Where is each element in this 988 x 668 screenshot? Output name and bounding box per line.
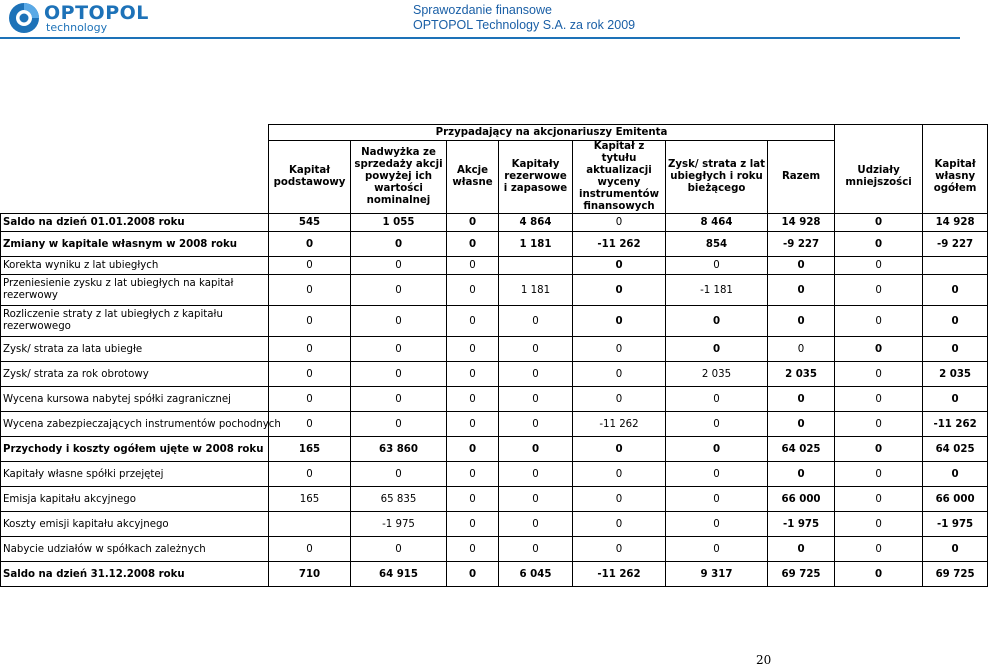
row-label: Saldo na dzień 01.01.2008 roku: [1, 214, 269, 232]
col-header-reserve-capital: Kapitały rezerwowe i zapasowe: [499, 141, 573, 214]
cell: 0: [923, 537, 988, 562]
table-row: [1, 362, 988, 387]
cell: 0: [499, 487, 573, 512]
cell: 8 464: [666, 214, 768, 232]
cell: 0: [573, 387, 666, 412]
cell: 0: [447, 487, 499, 512]
cell: 0: [499, 306, 573, 337]
cell: 0: [499, 362, 573, 387]
row-label: Przychody i koszty ogółem ujęte w 2008 roku: [1, 437, 269, 462]
cell: 0: [269, 462, 351, 487]
cell: 0: [447, 562, 499, 587]
row-label: Koszty emisji kapitału akcyjnego: [1, 512, 269, 537]
cell: 0: [835, 214, 923, 232]
cell: 0: [835, 232, 923, 257]
cell: 0: [923, 387, 988, 412]
table-row: [1, 257, 988, 275]
cell: -11 262: [923, 412, 988, 437]
document-title: Sprawozdanie finansowe: [413, 3, 552, 17]
cell: 0: [835, 462, 923, 487]
cell: 0: [573, 214, 666, 232]
cell: 0: [835, 306, 923, 337]
row-label: Wycena kursowa nabytej spółki zagranicznej: [1, 387, 269, 412]
cell: 0: [835, 337, 923, 362]
cell: 0: [768, 337, 835, 362]
cell: 0: [447, 537, 499, 562]
cell: 0: [573, 337, 666, 362]
cell: 69 725: [923, 562, 988, 587]
cell: -9 227: [768, 232, 835, 257]
cell: 9 317: [666, 562, 768, 587]
equity-changes-table: [0, 124, 988, 587]
row-label: Kapitały własne spółki przejętej: [1, 462, 269, 487]
document-subtitle: OPTOPOL Technology S.A. za rok 2009: [413, 18, 636, 32]
col-header-total-equity: Kapitał własny ogółem: [923, 141, 988, 214]
cell: 165: [269, 487, 351, 512]
cell: 14 928: [768, 214, 835, 232]
row-label: Emisja kapitału akcyjnego: [1, 487, 269, 512]
cell: 0: [447, 437, 499, 462]
cell: 0: [269, 257, 351, 275]
table-row: [1, 537, 988, 562]
cell: 0: [351, 275, 447, 306]
cell: 0: [573, 275, 666, 306]
cell: 0: [351, 257, 447, 275]
logo-subtitle: technology: [46, 21, 108, 34]
cell: 0: [447, 214, 499, 232]
table-row: [1, 306, 988, 337]
cell: 1 181: [499, 232, 573, 257]
cell: 0: [768, 257, 835, 275]
cell: 0: [835, 537, 923, 562]
cell: 0: [923, 275, 988, 306]
cell: [923, 257, 988, 275]
row-label: Korekta wyniku z lat ubiegłych: [1, 257, 269, 275]
table-row: [1, 412, 988, 437]
cell: 0: [835, 362, 923, 387]
cell: 0: [573, 537, 666, 562]
table-row: [1, 462, 988, 487]
cell: -11 262: [573, 232, 666, 257]
cell: 0: [768, 387, 835, 412]
col-header-treasury-shares: Akcje własne: [447, 141, 499, 214]
cell: 0: [269, 337, 351, 362]
col-header-total: Razem: [768, 141, 835, 214]
cell: 0: [447, 387, 499, 412]
cell: 6 045: [499, 562, 573, 587]
cell: 0: [351, 387, 447, 412]
cell: 165: [269, 437, 351, 462]
cell: 0: [447, 462, 499, 487]
cell: [269, 512, 351, 537]
row-label: Zysk/ strata za rok obrotowy: [1, 362, 269, 387]
row-label: Rozliczenie straty z lat ubiegłych z kapitału rezerwowego: [1, 306, 269, 337]
cell: -1 975: [923, 512, 988, 537]
cell: 0: [351, 232, 447, 257]
row-label: Zysk/ strata za lata ubiegłe: [1, 337, 269, 362]
cell: 0: [666, 306, 768, 337]
cell: 0: [351, 362, 447, 387]
cell: 66 000: [923, 487, 988, 512]
cell: 0: [923, 462, 988, 487]
cell: 0: [269, 412, 351, 437]
logo-name: OPTOPOL: [44, 2, 149, 24]
cell: 0: [768, 412, 835, 437]
optopol-logo: [8, 2, 168, 36]
cell: 64 025: [923, 437, 988, 462]
cell: 0: [835, 275, 923, 306]
cell: 0: [447, 362, 499, 387]
cell: 14 928: [923, 214, 988, 232]
cell: 0: [573, 306, 666, 337]
cell: 4 864: [499, 214, 573, 232]
table-row: [1, 437, 988, 462]
cell: 0: [499, 387, 573, 412]
cell: 64 915: [351, 562, 447, 587]
cell: 0: [269, 306, 351, 337]
row-label: Saldo na dzień 31.12.2008 roku: [1, 562, 269, 587]
cell: 1 181: [499, 275, 573, 306]
table-row: [1, 214, 988, 232]
cell: 0: [351, 412, 447, 437]
table-row: [1, 512, 988, 537]
group-header: Przypadający na akcjonariuszy Emitenta: [269, 125, 835, 141]
cell: 0: [573, 512, 666, 537]
col-header-minority-interests: Udziały mniejszości: [835, 141, 923, 214]
cell: 0: [835, 512, 923, 537]
cell: 0: [573, 437, 666, 462]
cell: 0: [835, 437, 923, 462]
row-label: Nabycie udziałów w spółkach zależnych: [1, 537, 269, 562]
col-header-retained-earnings: Zysk/ strata z lat ubiegłych i roku bieżącego: [666, 141, 768, 214]
cell: -11 262: [573, 412, 666, 437]
table-row: [1, 337, 988, 362]
cell: 2 035: [923, 362, 988, 387]
cell: 0: [499, 412, 573, 437]
cell: 545: [269, 214, 351, 232]
cell: -1 181: [666, 275, 768, 306]
cell: 0: [666, 537, 768, 562]
cell: 0: [447, 412, 499, 437]
col-header-revaluation-capital: Kapitał z tytułu aktualizacji wyceny instrumentów finansowych: [573, 141, 666, 214]
cell: 66 000: [768, 487, 835, 512]
row-label: Przeniesienie zysku z lat ubiegłych na kapitał rezerwowy: [1, 275, 269, 306]
table-row: [1, 275, 988, 306]
cell: 0: [351, 537, 447, 562]
cell: 0: [499, 437, 573, 462]
cell: 0: [351, 337, 447, 362]
cell: 0: [666, 437, 768, 462]
document-header: [413, 3, 635, 33]
cell: 0: [447, 337, 499, 362]
cell: -1 975: [351, 512, 447, 537]
header-corner: [1, 125, 269, 141]
cell: 0: [499, 537, 573, 562]
cell: 0: [269, 537, 351, 562]
cell: 0: [835, 412, 923, 437]
cell: 0: [499, 462, 573, 487]
cell: 0: [923, 306, 988, 337]
row-label: Wycena zabezpieczających instrumentów pochodnych: [1, 412, 269, 437]
cell: 63 860: [351, 437, 447, 462]
cell: 64 025: [768, 437, 835, 462]
cell: 0: [666, 487, 768, 512]
cell: 0: [499, 512, 573, 537]
cell: [499, 257, 573, 275]
table-row: [1, 562, 988, 587]
cell: 0: [351, 306, 447, 337]
cell: 0: [666, 257, 768, 275]
cell: 2 035: [768, 362, 835, 387]
cell: 0: [768, 275, 835, 306]
cell: 0: [447, 306, 499, 337]
cell: 0: [768, 537, 835, 562]
cell: 0: [666, 412, 768, 437]
cell: 0: [269, 232, 351, 257]
cell: -11 262: [573, 562, 666, 587]
cell: 0: [499, 337, 573, 362]
col-header-share-capital: Kapitał podstawowy: [269, 141, 351, 214]
cell: 710: [269, 562, 351, 587]
table-row: [1, 387, 988, 412]
cell: 0: [923, 337, 988, 362]
cell: 0: [269, 362, 351, 387]
cell: 0: [666, 462, 768, 487]
cell: 0: [447, 512, 499, 537]
cell: 65 835: [351, 487, 447, 512]
cell: 0: [269, 275, 351, 306]
cell: 0: [666, 512, 768, 537]
cell: 0: [768, 306, 835, 337]
page-number: 20: [756, 653, 772, 667]
cell: 0: [835, 257, 923, 275]
cell: 0: [573, 462, 666, 487]
cell: 0: [573, 257, 666, 275]
table-row: [1, 232, 988, 257]
header-divider: [0, 37, 960, 39]
cell: 69 725: [768, 562, 835, 587]
cell: 0: [573, 487, 666, 512]
cell: 0: [768, 462, 835, 487]
cell: 0: [269, 387, 351, 412]
cell: 0: [835, 562, 923, 587]
cell: 0: [447, 232, 499, 257]
cell: 0: [351, 462, 447, 487]
cell: 1 055: [351, 214, 447, 232]
table-row: [1, 487, 988, 512]
row-label: Zmiany w kapitale własnym w 2008 roku: [1, 232, 269, 257]
cell: 0: [666, 387, 768, 412]
cell: -9 227: [923, 232, 988, 257]
cell: 854: [666, 232, 768, 257]
cell: 0: [835, 387, 923, 412]
cell: 0: [666, 337, 768, 362]
cell: 0: [573, 362, 666, 387]
cell: -1 975: [768, 512, 835, 537]
col-header-share-premium: Nadwyżka ze sprzedaży akcji powyżej ich wartości nominalnej: [351, 141, 447, 214]
logo-mark-icon: [8, 2, 40, 34]
cell: 0: [447, 257, 499, 275]
cell: 0: [447, 275, 499, 306]
cell: 0: [835, 487, 923, 512]
cell: 2 035: [666, 362, 768, 387]
